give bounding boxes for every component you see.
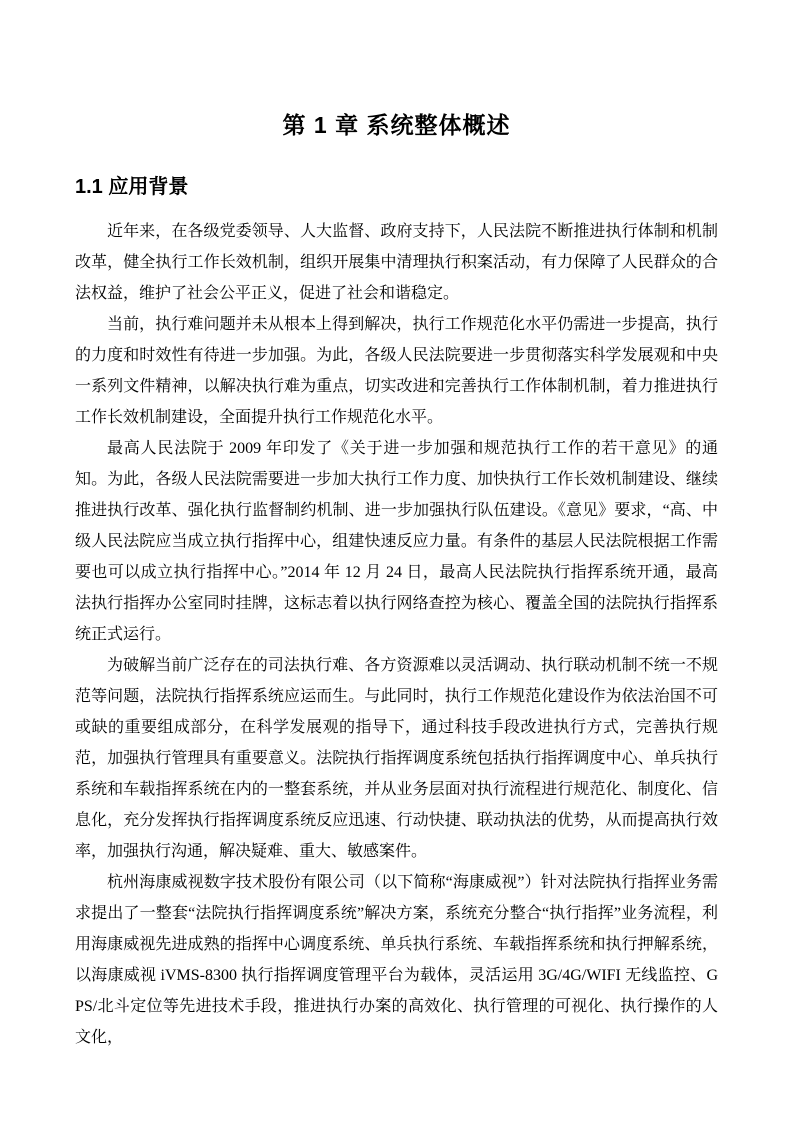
paragraph-application-background-3: 最高人民法院于 2009 年印发了《关于进一步加强和规范执行工作的若干意见》的通知。为此，各级人民法院需要进一步加大执行工作力度、加快执行工作长效机制建设、继续推进执行改革、强化执行监督制约机制、进一步加强执行队伍建设。《意见》要求，“高、中级人民法院应当成立执行指挥中心，组建快速反应力量。有条件的基层人民法院根据工作需要也可以成立执行指挥中心。”2014 年 12 月 24 日，最高人民法院执行指挥系统开通，最高法执行指挥办公室同时挂牌，这标志着以执行网络查控为核心、覆盖全国的法院执行指挥系统正式运行。 <box>75 440 718 643</box>
chapter-title: 第 1 章 系统整体概述 <box>282 112 511 138</box>
paragraph-application-background-4: 为破解当前广泛存在的司法执行难、各方资源难以灵活调动、执行联动机制不统一不规范等问题，法院执行指挥系统应运而生。与此同时，执行工作规范化建设作为依法治国不可或缺的重要组成部分，在科学发展观的指导下，通过科技手段改进执行方式，完善执行规范，加强执行管理具有重要意义。法院执行指挥调度系统包括执行指挥调度中心、单兵执行系统和车载指挥系统在内的一整套系统，并从业务层面对执行流程进行规范化、制度化、信息化，充分发挥执行指挥调度系统反应迅速、行动快捷、联动执法的优势，从而提高执行效率，加强执行沟通，解决疑难、重大、敏感案件。 <box>75 657 718 860</box>
section-heading: 1.1 应用背景 <box>75 176 189 198</box>
paragraph-application-background-1: 近年来，在各级党委领导、人大监督、政府支持下，人民法院不断推进执行体制和机制改革，健全执行工作长效机制，组织开展集中清理执行积案活动，有力保障了人民群众的合法权益，维护了社会公平正义，促进了社会和谐稳定。 <box>75 223 718 302</box>
body-text <box>75 216 718 1053</box>
paragraph-application-background-2: 当前，执行难问题并未从根本上得到解决，执行工作规范化水平仍需进一步提高，执行的力度和时效性有待进一步加强。为此，各级人民法院要进一步贯彻落实科学发展观和中央一系列文件精神，以解决执行难为重点，切实改进和完善执行工作体制机制，着力推进执行工作长效机制建设，全面提升执行工作规范化水平。 <box>75 316 718 426</box>
paragraph-application-background-5: 杭州海康威视数字技术股份有限公司（以下简称“海康威视”）针对法院执行指挥业务需求提出了一整套“法院执行指挥调度系统”解决方案，系统充分整合“执行指挥”业务流程，利用海康威视先进成熟的指挥中心调度系统、单兵执行系统、车载指挥系统和执行押解系统，以海康威视 iVMS-8300 执行指挥调度管理平台为载体，灵活运用 3G/4G/WIFI 无线监控、GPS/北斗定位等先进技术手段，推进执行办案的高效化、执行管理的可视化、执行操作的人文化， <box>75 874 718 1046</box>
